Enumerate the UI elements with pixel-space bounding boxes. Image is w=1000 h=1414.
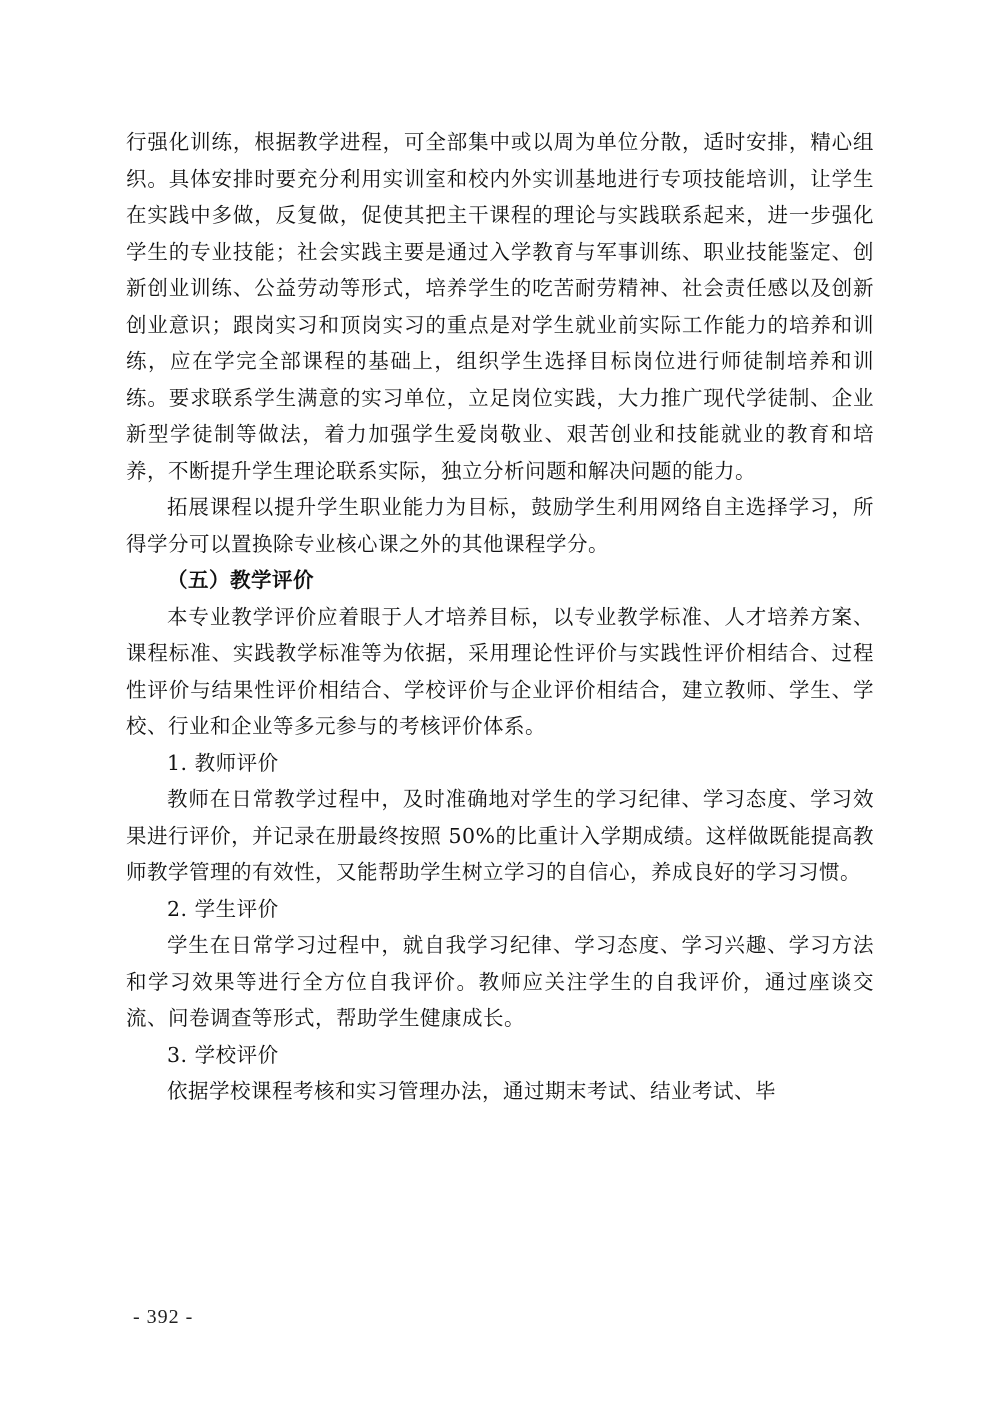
paragraph-school-evaluation: 依据学校课程考核和实习管理办法，通过期末考试、结业考试、毕 [167, 1079, 776, 1103]
subheading-teacher-evaluation: 1. 教师评价 [167, 750, 279, 775]
document-page [126, 124, 874, 1110]
paragraph-evaluation-overview: 本专业教学评价应着眼于人才培养目标，以专业教学标准、人才培养方案、课程标准、实践教学标准等为依据，采用理论性评价与实践性评价相结合、过程性评价与结果性评价相结合、学校评价与企业评价相结合，建立教师、学生、学校、行业和企业等多元参与的考核评价体系。 [126, 604, 874, 738]
paragraph-extension-courses: 拓展课程以提升学生职业能力为目标，鼓励学生利用网络自主选择学习，所得学分可以置换除专业核心课之外的其他课程学分。 [126, 495, 874, 556]
subheading-student-evaluation: 2. 学生评价 [167, 896, 279, 921]
section-heading-teaching-evaluation: （五）教学评价 [167, 568, 314, 592]
subheading-school-evaluation: 3. 学校评价 [167, 1042, 279, 1067]
paragraph-practice-training: 行强化训练，根据教学进程，可全部集中或以周为单位分散，适时安排，精心组织。具体安排时要充分利用实训室和校内外实训基地进行专项技能培训，让学生在实践中多做，反复做，促使其把主干课程的理论与实践联系起来，进一步强化学生的专业技能；社会实践主要是通过入学教育与军事训练、职业技能鉴定、创新创业训练、公益劳动等形式，培养学生的吃苦耐劳精神、社会责任感以及创新创业意识；跟岗实习和顶岗实习的重点是对学生就业前实际工作能力的培养和训练，应在学完全部课程的基础上，组织学生选择目标岗位进行师徒制培养和训练。要求联系学生满意的实习单位，立足岗位实践，大力推广现代学徒制、企业新型学徒制等做法，着力加强学生爱岗敬业、艰苦创业和技能就业的教育和培养，不断提升学生理论联系实际，独立分析问题和解决问题的能力。 [126, 130, 874, 483]
paragraph-student-evaluation: 学生在日常学习过程中，就自我学习纪律、学习态度、学习兴趣、学习方法和学习效果等进行全方位自我评价。教师应关注学生的自我评价，通过座谈交流、问卷调查等形式，帮助学生健康成长。 [126, 933, 874, 1030]
paragraph-teacher-evaluation: 教师在日常教学过程中，及时准确地对学生的学习纪律、学习态度、学习效果进行评价，并记录在册最终按照 50%的比重计入学期成绩。这样做既能提高教师教学管理的有效性，又能帮助学生树立学习的自信心，养成良好的学习习惯。 [126, 787, 874, 884]
page-number: - 392 - [133, 1306, 194, 1328]
